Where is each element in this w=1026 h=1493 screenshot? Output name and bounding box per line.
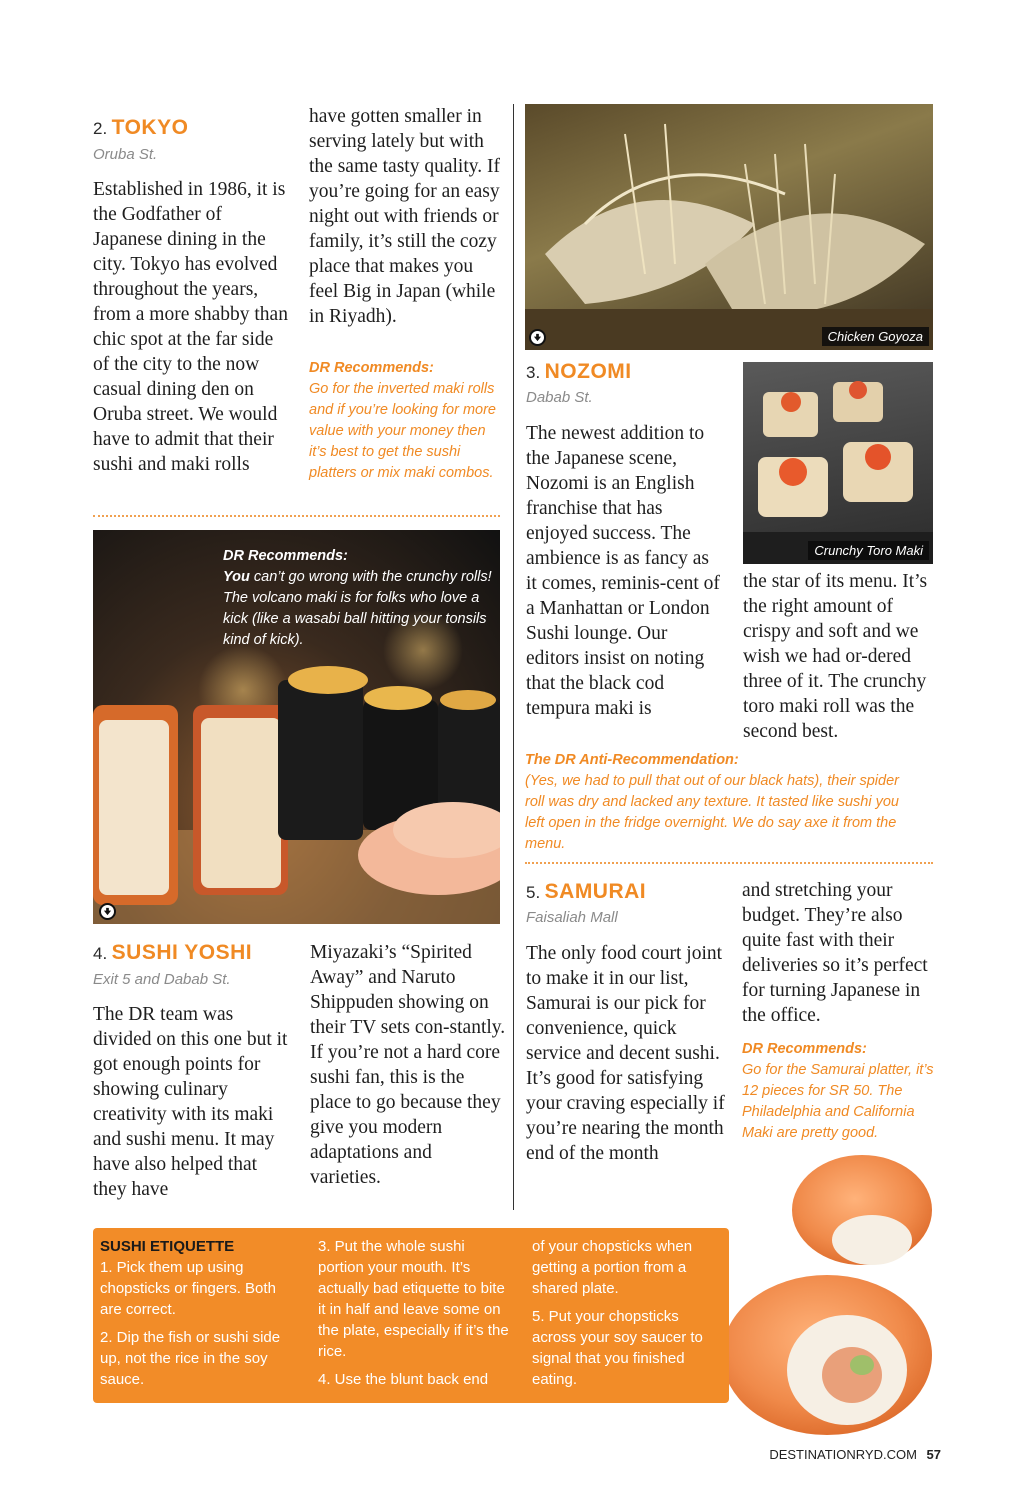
nozomi-anti-recommendation xyxy=(525,750,920,855)
column-divider xyxy=(513,104,514,1210)
tokyo-heading xyxy=(93,116,188,140)
nozomi-body-col1: The newest addition to the Japanese scene, Nozomi is an English franchise that has enjoyed success. The ambience is as fancy as it comes, reminis-cent of a Manhattan or London Sushi lounge. Our editors insist on noting that the black cod tempura maki is xyxy=(526,423,720,719)
samurai-heading xyxy=(526,880,646,904)
toro-maki-caption: Crunchy Toro Maki xyxy=(808,541,929,560)
nozomi-number: 3. xyxy=(526,363,541,382)
gyoza-illustration xyxy=(525,104,933,350)
sushi-photo-rec-text: can’t go wrong with the crunchy rolls! The volcano maki is for folks who love a kick (like a wasabi ball hitting your tonsils kind of kick). xyxy=(223,569,492,648)
etiquette-item-5: 5. Put your chopsticks across your soy saucer to signal that you finished eating. xyxy=(532,1308,703,1388)
sushi-photo-recommendation xyxy=(223,546,493,651)
divider-dotted xyxy=(525,862,933,864)
page-footer xyxy=(769,1447,941,1462)
footer-site: DESTINATIONRYD.COM xyxy=(769,1447,917,1462)
tokyo-rec-text: Go for the inverted maki rolls and if you’re looking for more value with your money then it’s best to get the sushi platters or mix maki combos. xyxy=(309,381,496,481)
sushi-yoshi-location: Exit 5 and Dabab St. xyxy=(93,971,231,988)
tokyo-location: Oruba St. xyxy=(93,146,158,163)
sushi-photo-rec-lead: You xyxy=(223,569,250,585)
hand-pointer-icon xyxy=(529,329,546,346)
etiquette-item-1: 1. Pick them up using chopsticks or fingers. Both are correct. xyxy=(100,1259,276,1318)
samurai-body-col1: The only food court joint to make it in our list, Samurai is our pick for convenience, quick service and decent sushi. It’s good for satisfying your craving especially if you’re nearing the month end of the month xyxy=(526,943,725,1164)
samurai-number: 5. xyxy=(526,883,541,902)
tokyo-body-col1: Established in 1986, it is the Godfather of Japanese dining in the city. Tokyo has evolved throughout the years, from a more shabby than chic spot at the far side of the city to the now casual dining den on Oruba street. We would have to admit that their sushi and maki rolls xyxy=(93,179,288,475)
sushi-yoshi-name: SUSHI YOSHI xyxy=(111,941,253,964)
sushi-yoshi-body-col2: Miyazaki’s “Spirited Away” and Naruto Shippuden showing on their TV sets con-stantly. If you’re not a hard core sushi fan, this is the place to go because they give you modern adaptations and varieties. xyxy=(310,942,506,1188)
tokyo-name: TOKYO xyxy=(111,116,189,139)
samurai-location: Faisaliah Mall xyxy=(526,909,618,926)
page-number: 57 xyxy=(926,1447,941,1462)
sushi-photo xyxy=(93,530,500,924)
sushi-photo-rec-title: DR Recommends: xyxy=(223,548,348,564)
etiquette-item-4-cont: of your chopsticks when getting a portion from a shared plate. xyxy=(532,1238,693,1297)
gyoza-caption: Chicken Goyoza xyxy=(822,327,929,346)
etiquette-col3 xyxy=(532,1236,722,1397)
divider-dotted xyxy=(93,515,500,517)
etiquette-item-2: 2. Dip the fish or sushi side up, not the rice in the soy sauce. xyxy=(100,1329,281,1388)
samurai-name: SAMURAI xyxy=(544,880,647,903)
etiquette-item-4: 4. Use the blunt back end xyxy=(318,1371,489,1388)
sushi-yoshi-number: 4. xyxy=(93,944,108,963)
nozomi-anti-title: The DR Anti-Recommendation: xyxy=(525,752,739,768)
toro-maki-photo xyxy=(743,362,933,564)
samurai-rec-text: Go for the Samurai platter, it’s 12 pieces for SR 50. The Philadelphia and California Maki are pretty good. xyxy=(742,1062,934,1141)
nozomi-body-col2: the star of its menu. It’s the right amount of crispy and soft and we wish we had or-dered three of it. The crunchy toro maki roll was the second best. xyxy=(743,571,928,742)
sushi-etiquette-box xyxy=(93,1228,729,1403)
gyoza-photo xyxy=(525,104,933,350)
samurai-rec-title: DR Recommends: xyxy=(742,1041,867,1057)
toro-maki-illustration xyxy=(743,362,933,564)
salmon-roll-image xyxy=(712,1150,942,1440)
nozomi-anti-text: (Yes, we had to pull that out of our black hats), their spider roll was dry and lacked any texture. It tasted like sushi you left open in the fridge overnight. We do say axe it from the menu. xyxy=(525,773,899,852)
tokyo-rec-title: DR Recommends: xyxy=(309,360,434,376)
hand-pointer-icon xyxy=(99,903,116,920)
samurai-body-col2: and stretching your budget. They’re also quite fast with their deliveries so it’s perfect for turning Japanese in the office. xyxy=(742,880,928,1026)
etiquette-col2 xyxy=(318,1236,513,1397)
tokyo-number: 2. xyxy=(93,119,108,138)
nozomi-name: NOZOMI xyxy=(544,360,632,383)
etiquette-title: SUSHI ETIQUETTE xyxy=(100,1238,235,1255)
etiquette-col1 xyxy=(100,1236,300,1397)
nozomi-location: Dabab St. xyxy=(526,389,593,406)
sushi-yoshi-heading xyxy=(93,941,252,965)
tokyo-recommendation xyxy=(309,358,501,484)
tokyo-body-col2: have gotten smaller in serving lately but with the same tasty quality. If you’re going for an easy night out with friends or family, it’s still the cozy place that makes you feel Big in Japan (while in Riyadh). xyxy=(309,106,500,327)
samurai-recommendation xyxy=(742,1039,938,1144)
sushi-yoshi-body-col1: The DR team was divided on this one but it got enough points for showing culinary creativity with its maki and sushi menu. It may have also helped that they have xyxy=(93,1004,288,1200)
etiquette-item-3: 3. Put the whole sushi portion your mouth. It’s actually bad etiquette to bite it in half and leave some on the plate, especially if it’s the rice. xyxy=(318,1238,509,1360)
nozomi-heading xyxy=(526,360,632,384)
